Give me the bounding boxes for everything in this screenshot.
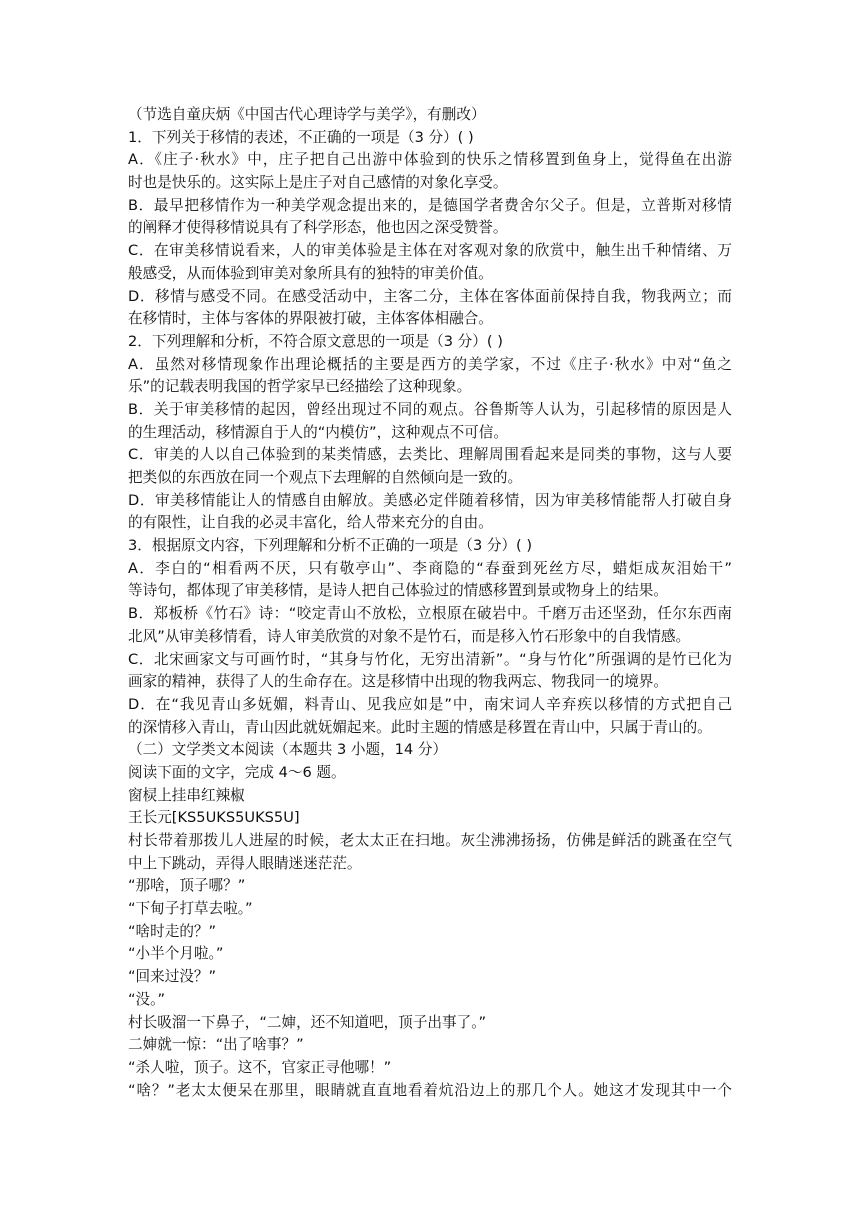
text-line: A．李白的“相看两不厌，只有敬亭山”、李商隐的“春蚕到死丝方尽，蜡炬成灰泪始干”	[128, 559, 732, 577]
text-line: 王长元[KS5UKS5UKS5U]	[128, 809, 300, 827]
text-line: B．郑板桥《竹石》诗：“咬定青山不放松，立根原在破岩中。千磨万击还坚劲，任尔东西南	[128, 605, 732, 623]
text-line: “那啥，顶子哪？”	[128, 877, 246, 895]
text-line: “杀人啦，顶子。这不，官家正寻他哪！”	[128, 1058, 392, 1076]
text-line: 1．下列关于移情的表述，不正确的一项是（3 分）( )	[128, 128, 474, 146]
text-line: D．在“我见青山多妩媚，料青山、见我应如是”中，南宋词人辛弃疾以移情的方式把自己	[128, 695, 732, 713]
text-line: “下甸子打草去啦。”	[128, 900, 253, 918]
text-line: 村长带着那拨儿人进屋的时候，老太太正在扫地。灰尘沸沸扬扬，仿佛是鲜活的跳蚤在空气	[128, 832, 732, 849]
text-line: A．《庄子·秋水》中，庄子把自己出游中体验到的快乐之情移置到鱼身上，觉得鱼在出游	[128, 151, 732, 169]
text-line: B．关于审美移情的起因，曾经出现过不同的观点。谷鲁斯等人认为，引起移情的原因是人	[128, 400, 732, 418]
text-line: B．最早把移情作为一种美学观念提出来的，是德国学者费舍尔父子。但是，立普斯对移情	[128, 196, 732, 214]
text-line: 的阐释才使得移情说具有了科学形态，他也因之深受赞誉。	[128, 219, 508, 237]
text-line: “小半个月啦。”	[128, 945, 224, 963]
text-line: “啥时走的？”	[128, 922, 217, 940]
text-line: 等诗句，都体现了审美移情，是诗人把自己体验过的情感移置到景或物身上的结果。	[128, 582, 668, 600]
text-line: 的有限性，让自我的必灵丰富化，给人带来充分的自由。	[128, 514, 493, 532]
text-line: 的深情移入青山，青山因此就妩媚起来。此时主题的情感是移置在青山中，只属于青山的。	[128, 718, 712, 736]
text-line: A．虽然对移情现象作出理论概括的主要是西方的美学家，不过《庄子·秋水》中对“鱼之	[128, 355, 732, 373]
text-line: 中上下跳动，弄得人眼睛迷迷茫茫。	[128, 854, 362, 872]
text-line: （节选自童庆炳《中国古代心理诗学与美学》，有删改）	[128, 106, 486, 123]
text-line: “没。”	[128, 990, 166, 1008]
text-line: 的生理活动，移情源自于人的“内模仿”，这种观点不可信。	[128, 423, 508, 441]
text-line: 村长吸溜一下鼻子，“二婶，还不知道吧，顶子出事了。”	[128, 1013, 487, 1031]
text-line: 画家的精神，获得了人的生命存在。这是移情中出现的物我两忘、物我同一的境界。	[128, 673, 668, 691]
text-line: “回来过没？”	[128, 968, 217, 986]
text-line: 窗棂上挂串红辣椒	[128, 786, 245, 804]
text-line: 3．根据原文内容，下列理解和分析不正确的一项是（3 分）( )	[128, 537, 533, 555]
text-line: 般感受，从而体验到审美对象所具有的独特的审美价值。	[128, 264, 493, 282]
document-page	[128, 104, 732, 1102]
text-line: 乐”的记载表明我国的哲学家早已经描绘了这种现象。	[128, 378, 472, 396]
text-line: 把类似的东西放在同一个观点下去理解的自然倾向是一致的。	[128, 469, 523, 486]
text-line: “啥？”老太太便呆在那里，眼睛就直直地看着炕沿边上的那几个人。她这才发现其中一个	[128, 1081, 732, 1099]
text-line: D．移情与感受不同。在感受活动中，主客二分，主体在客体面前保持自我，物我两立；而	[128, 287, 732, 305]
text-line: D．审美移情能让人的情感自由解放。美感必定伴随着移情，因为审美移情能帮人打破自身	[128, 491, 732, 509]
text-line: 阅读下面的文字，完成 4～6 题。	[128, 763, 346, 781]
text-line: 二婶就一惊：“出了啥事？”	[128, 1036, 304, 1054]
text-line: C．北宋画家文与可画竹时，“其身与竹化，无穷出清新”。“身与竹化”所强调的是竹已化为	[128, 650, 732, 668]
text-line: C．在审美移情说看来，人的审美体验是主体在对客观对象的欣赏中，触生出千种情绪、万	[128, 242, 732, 260]
text-line: （二）文学类文本阅读（本题共 3 小题，14 分）	[128, 741, 448, 759]
text-line: 北风”从审美移情看，诗人审美欣赏的对象不是竹石，而是移入竹石形象中的自我情感。	[128, 627, 691, 645]
text-line: 在移情时，主体与客体的界限被打破，主体客体相融合。	[128, 310, 493, 328]
text-line: 2．下列理解和分析，不符合原文意思的一项是（3 分）( )	[128, 332, 503, 350]
text-line: C．审美的人以自己体验到的某类情感，去类比、理解周围看起来是同类的事物，这与人要	[128, 446, 732, 464]
text-line: 时也是快乐的。这实际上是庄子对自己感情的对象化享受。	[128, 174, 508, 192]
